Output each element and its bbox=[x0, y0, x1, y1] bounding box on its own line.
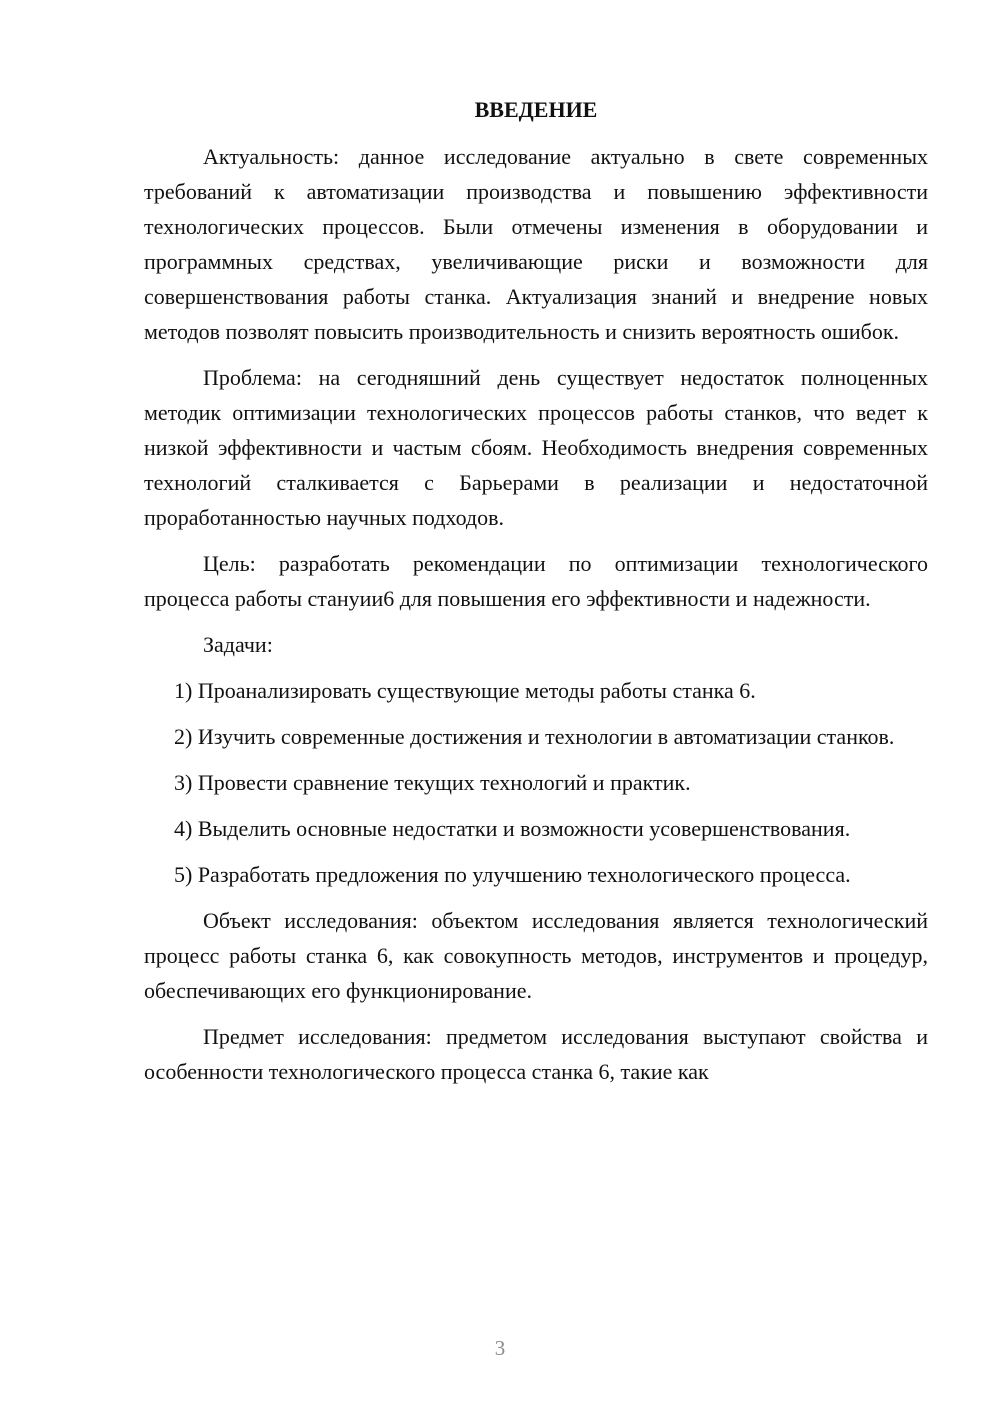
task-item-1: 1) Проанализировать существующие методы работы станка 6. bbox=[174, 678, 756, 703]
paragraph-research-object: Объект исследования: объектом исследования является технологический процесс работы станка 6, как совокупность методов, инструментов и процедур, обеспечивающих его функционирование. bbox=[144, 908, 928, 1003]
task-item-4: 4) Выделить основные недостатки и возможности усовершенствования. bbox=[174, 816, 851, 841]
section-title: ВВЕДЕНИЕ bbox=[474, 97, 598, 122]
paragraph-research-subject: Предмет исследования: предметом исследования выступают свойства и особенности технологического процесса станка 6, такие как bbox=[144, 1024, 928, 1084]
paragraph-tasks-heading: Задачи: bbox=[203, 632, 273, 657]
paragraph-problem: Проблема: на сегодняшний день существует недостаток полноценных методик оптимизации технологических процессов работы станков, что ведет к низкой эффективности и частым сбоям. Необходимость внедрения современных технологий сталкивается с Барьерами в реализации и недостаточной проработанностью научных подходов. bbox=[144, 365, 928, 530]
task-item-3: 3) Провести сравнение текущих технологий и практик. bbox=[174, 770, 691, 795]
task-item-5: 5) Разработать предложения по улучшению технологического процесса. bbox=[174, 862, 851, 887]
task-item-2: 2) Изучить современные достижения и технологии в автоматизации станков. bbox=[174, 724, 895, 749]
page-content bbox=[144, 92, 928, 1100]
paragraph-relevance: Актуальность: данное исследование актуально в свете современных требований к автоматизации производства и повышению эффективности технологических процессов. Были отмечены изменения в оборудовании и программных средствах, увеличивающие риски и возможности для совершенствования работы станка. Актуализация знаний и внедрение новых методов позволят повысить производительность и снизить вероятность ошибок. bbox=[144, 144, 928, 344]
paragraph-goal: Цель: разработать рекомендации по оптимизации технологического процесса работы стануии6 для повышения его эффективности и надежности. bbox=[144, 551, 928, 611]
page-number: 3 bbox=[494, 1336, 506, 1360]
